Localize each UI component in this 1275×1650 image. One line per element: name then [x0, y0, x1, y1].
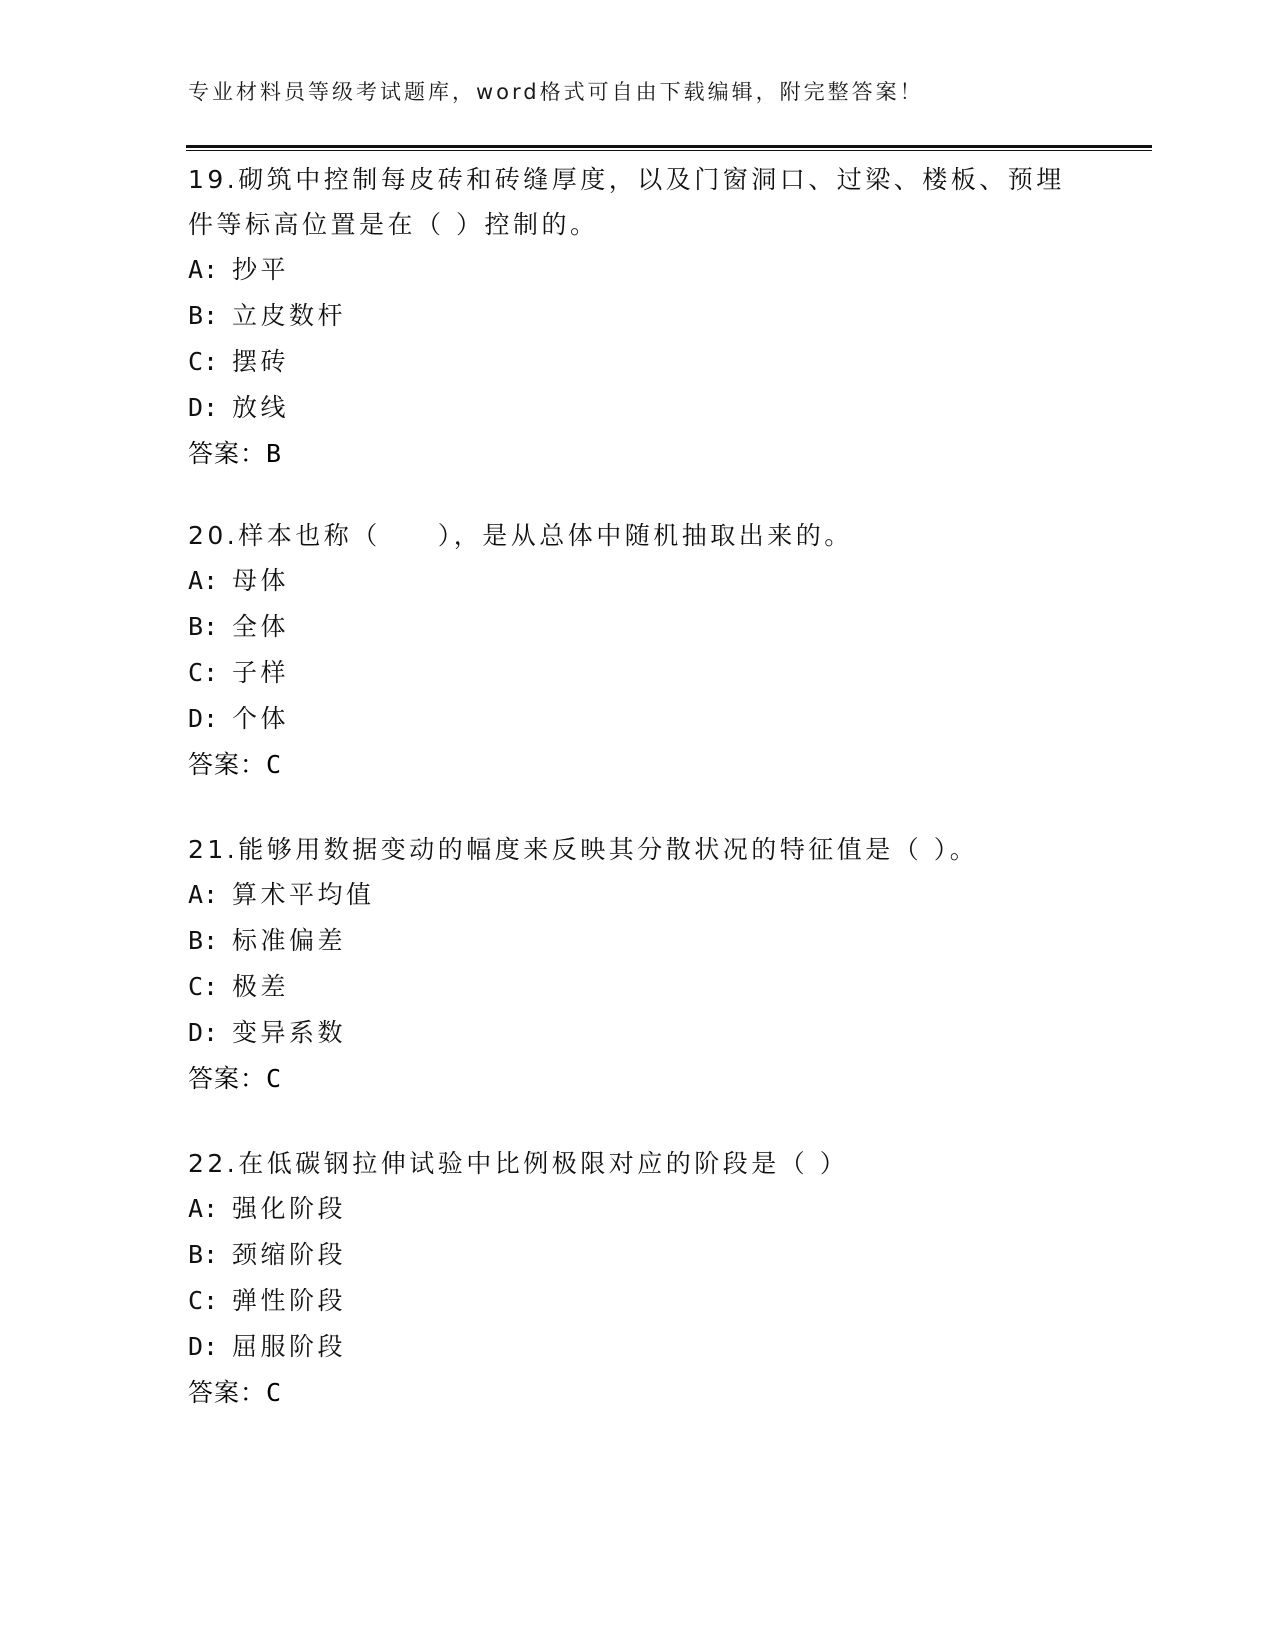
- answer-line: [188, 431, 1088, 477]
- option-text: 极差: [232, 972, 290, 1001]
- option-key: C:: [188, 972, 219, 1001]
- option-d: [188, 385, 1088, 431]
- option-key: A:: [188, 255, 219, 284]
- answer-value: C: [266, 1064, 283, 1093]
- option-text: 屈服阶段: [232, 1332, 347, 1361]
- option-c: [188, 1278, 1088, 1324]
- option-text: 算术平均值: [232, 880, 375, 909]
- option-text: 全体: [232, 612, 290, 641]
- option-b: [188, 918, 1088, 964]
- option-text: 变异系数: [232, 1018, 347, 1047]
- option-text: 颈缩阶段: [232, 1240, 347, 1269]
- answer-line: [188, 1370, 1088, 1416]
- option-d: [188, 1010, 1088, 1056]
- question-stem: 19.砌筑中控制每皮砖和砖缝厚度，以及门窗洞口、过梁、楼板、预埋件等标高位置是在（ ）控制的。: [188, 165, 1065, 239]
- option-b: [188, 604, 1088, 650]
- option-c: [188, 650, 1088, 696]
- question-stem: 21.能够用数据变动的幅度来反映其分散状况的特征值是（ ）。: [188, 835, 979, 864]
- option-d: [188, 696, 1088, 742]
- option-key: B:: [188, 612, 219, 641]
- answer-label: 答案：: [188, 1378, 267, 1407]
- option-text: 弹性阶段: [232, 1286, 347, 1315]
- page-header: 专业材料员等级考试题库，word格式可自由下载编辑，附完整答案！: [188, 80, 924, 104]
- option-text: 标准偏差: [232, 926, 347, 955]
- answer-value: C: [266, 1378, 283, 1407]
- option-key: C:: [188, 1286, 219, 1315]
- option-c: [188, 339, 1088, 385]
- question-20: [188, 513, 1088, 788]
- option-key: D:: [188, 1332, 219, 1361]
- answer-label: 答案：: [188, 750, 267, 779]
- option-text: 母体: [232, 566, 290, 595]
- option-key: A:: [188, 1194, 219, 1223]
- option-a: [188, 872, 1088, 918]
- answer-label: 答案：: [188, 1064, 267, 1093]
- question-stem: 20.样本也称（ ），是从总体中随机抽取出来的。: [188, 521, 853, 550]
- option-key: A:: [188, 566, 219, 595]
- option-text: 放线: [232, 393, 290, 422]
- option-text: 子样: [232, 658, 290, 687]
- option-key: D:: [188, 393, 219, 422]
- option-key: B:: [188, 1240, 219, 1269]
- option-a: [188, 558, 1088, 604]
- option-a: [188, 247, 1088, 293]
- option-key: B:: [188, 301, 219, 330]
- option-key: B:: [188, 926, 219, 955]
- option-text: 个体: [232, 704, 290, 733]
- option-b: [188, 1232, 1088, 1278]
- option-a: [188, 1186, 1088, 1232]
- question-stem: 22.在低碳钢拉伸试验中比例极限对应的阶段是（ ）: [188, 1149, 849, 1178]
- option-key: D:: [188, 704, 219, 733]
- option-key: C:: [188, 658, 219, 687]
- answer-label: 答案：: [188, 439, 267, 468]
- answer-value: B: [266, 439, 283, 468]
- option-key: C:: [188, 347, 219, 376]
- question-21: [188, 827, 1088, 1102]
- option-c: [188, 964, 1088, 1010]
- option-text: 摆砖: [232, 347, 290, 376]
- option-key: D:: [188, 1018, 219, 1047]
- question-22: [188, 1141, 1088, 1416]
- option-text: 立皮数杆: [232, 301, 347, 330]
- option-d: [188, 1324, 1088, 1370]
- answer-line: [188, 1056, 1088, 1102]
- option-text: 抄平: [232, 255, 290, 284]
- option-text: 强化阶段: [232, 1194, 347, 1223]
- option-b: [188, 293, 1088, 339]
- option-key: A:: [188, 880, 219, 909]
- question-19: [188, 157, 1088, 477]
- answer-value: C: [266, 750, 283, 779]
- header-divider: [186, 145, 1152, 151]
- answer-line: [188, 742, 1088, 788]
